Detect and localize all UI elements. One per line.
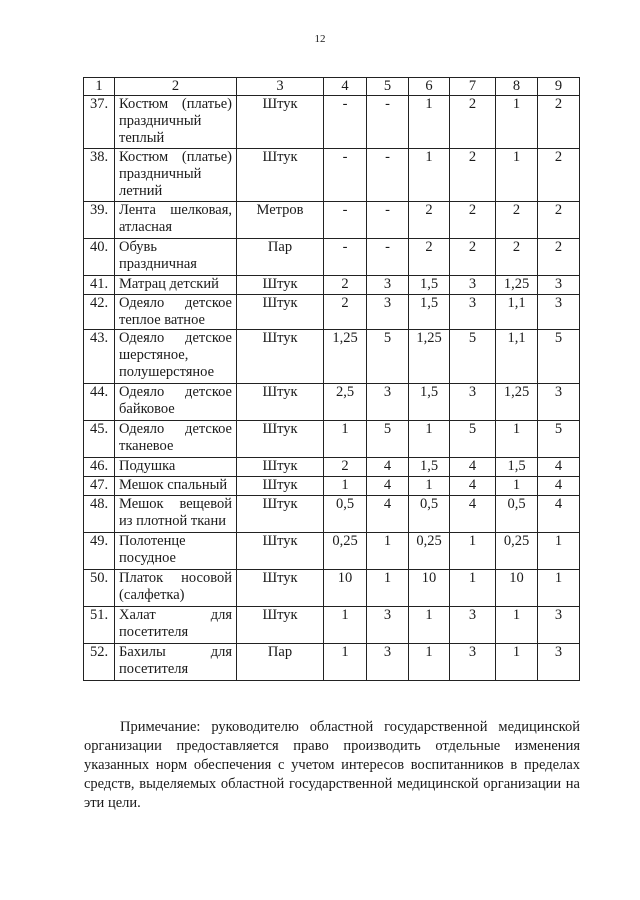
table-row: [84, 496, 580, 533]
table-row: [84, 421, 580, 458]
norm-value-col-5: 1: [367, 533, 409, 570]
norm-value-col-5: 5: [367, 421, 409, 458]
norm-value-col-7: 3: [450, 384, 496, 421]
norm-value-col-8: 1,5: [496, 458, 538, 477]
norm-value-col-8: 1,25: [496, 384, 538, 421]
row-number: 41.: [84, 276, 115, 295]
unit-of-measure: Штук: [237, 607, 324, 644]
norm-value-col-9: 2: [538, 96, 580, 149]
row-number: 45.: [84, 421, 115, 458]
item-name: Матрац детский: [115, 276, 237, 295]
row-number: 51.: [84, 607, 115, 644]
table-row: [84, 330, 580, 384]
norm-value-col-8: 1: [496, 607, 538, 644]
norm-value-col-8: 10: [496, 570, 538, 607]
item-name: Мешок спальный: [115, 477, 237, 496]
norm-value-col-4: 1: [324, 421, 367, 458]
norm-value-col-4: 1,25: [324, 330, 367, 384]
row-number: 46.: [84, 458, 115, 477]
norm-value-col-6: 1: [409, 477, 450, 496]
column-header-6: 6: [409, 78, 450, 96]
norm-value-col-9: 1: [538, 570, 580, 607]
norm-value-col-8: 1,1: [496, 330, 538, 384]
norm-value-col-7: 4: [450, 496, 496, 533]
norm-value-col-8: 1,25: [496, 276, 538, 295]
norm-value-col-8: 1: [496, 644, 538, 681]
norm-value-col-5: 4: [367, 496, 409, 533]
item-name: Обувь праздничная: [115, 239, 237, 276]
column-header-2: 2: [115, 78, 237, 96]
table-row: [84, 570, 580, 607]
unit-of-measure: Метров: [237, 202, 324, 239]
norm-value-col-9: 2: [538, 202, 580, 239]
norm-value-col-6: 1: [409, 149, 450, 202]
norms-table: [83, 77, 580, 681]
item-name: Одеяло детское шерстяное, полушерстяное: [115, 330, 237, 384]
norm-value-col-4: -: [324, 149, 367, 202]
unit-of-measure: Пар: [237, 239, 324, 276]
norm-value-col-4: 1: [324, 477, 367, 496]
table-row: [84, 239, 580, 276]
page-number: 12: [314, 33, 326, 45]
item-name: Костюм (платье) праздничный теплый: [115, 96, 237, 149]
norm-value-col-7: 3: [450, 644, 496, 681]
norm-value-col-4: 2: [324, 295, 367, 330]
norm-value-col-5: 3: [367, 276, 409, 295]
norm-value-col-6: 2: [409, 202, 450, 239]
norm-value-col-7: 4: [450, 458, 496, 477]
norm-value-col-5: 4: [367, 477, 409, 496]
norm-value-col-8: 1: [496, 96, 538, 149]
unit-of-measure: Штук: [237, 421, 324, 458]
norm-value-col-6: 1,5: [409, 458, 450, 477]
unit-of-measure: Штук: [237, 96, 324, 149]
table-row: [84, 533, 580, 570]
norm-value-col-7: 3: [450, 276, 496, 295]
norm-value-col-6: 0,5: [409, 496, 450, 533]
norm-value-col-4: 0,5: [324, 496, 367, 533]
norm-value-col-4: 0,25: [324, 533, 367, 570]
item-name: Бахилы для посетителя: [115, 644, 237, 681]
row-number: 38.: [84, 149, 115, 202]
norm-value-col-9: 5: [538, 421, 580, 458]
unit-of-measure: Штук: [237, 330, 324, 384]
table-row: [84, 96, 580, 149]
norm-value-col-9: 3: [538, 295, 580, 330]
norm-value-col-7: 1: [450, 533, 496, 570]
norm-value-col-6: 1: [409, 607, 450, 644]
item-name: Халат для посетителя: [115, 607, 237, 644]
norm-value-col-8: 1: [496, 421, 538, 458]
column-header-7: 7: [450, 78, 496, 96]
norm-value-col-4: 1: [324, 607, 367, 644]
norm-value-col-5: 5: [367, 330, 409, 384]
item-name: Одеяло детское теплое ватное: [115, 295, 237, 330]
norm-value-col-9: 2: [538, 149, 580, 202]
norm-value-col-9: 2: [538, 239, 580, 276]
norm-value-col-5: 3: [367, 607, 409, 644]
norm-value-col-9: 5: [538, 330, 580, 384]
table-row: [84, 202, 580, 239]
norm-value-col-8: 1,1: [496, 295, 538, 330]
norm-value-col-8: 1: [496, 477, 538, 496]
norm-value-col-6: 2: [409, 239, 450, 276]
table-row: [84, 477, 580, 496]
norm-value-col-7: 5: [450, 330, 496, 384]
norm-value-col-8: 2: [496, 202, 538, 239]
row-number: 43.: [84, 330, 115, 384]
norm-value-col-5: 3: [367, 644, 409, 681]
table-row: [84, 458, 580, 477]
item-name: Платок носовой (салфетка): [115, 570, 237, 607]
norm-value-col-8: 0,5: [496, 496, 538, 533]
table-row: [84, 644, 580, 681]
column-header-5: 5: [367, 78, 409, 96]
norm-value-col-8: 1: [496, 149, 538, 202]
table-row: [84, 384, 580, 421]
norm-value-col-9: 3: [538, 607, 580, 644]
item-name: Полотенце посудное: [115, 533, 237, 570]
unit-of-measure: Штук: [237, 149, 324, 202]
norm-value-col-6: 1,25: [409, 330, 450, 384]
norm-value-col-9: 1: [538, 533, 580, 570]
unit-of-measure: Штук: [237, 458, 324, 477]
norm-value-col-7: 4: [450, 477, 496, 496]
unit-of-measure: Штук: [237, 477, 324, 496]
row-number: 44.: [84, 384, 115, 421]
column-header-4: 4: [324, 78, 367, 96]
norm-value-col-6: 1: [409, 644, 450, 681]
item-name: Мешок вещевой из плотной ткани: [115, 496, 237, 533]
norm-value-col-9: 4: [538, 458, 580, 477]
norm-value-col-5: 4: [367, 458, 409, 477]
norm-value-col-9: 3: [538, 384, 580, 421]
table-row: [84, 607, 580, 644]
norm-value-col-6: 1,5: [409, 295, 450, 330]
norm-value-col-5: -: [367, 239, 409, 276]
row-number: 37.: [84, 96, 115, 149]
row-number: 52.: [84, 644, 115, 681]
unit-of-measure: Штук: [237, 276, 324, 295]
row-number: 48.: [84, 496, 115, 533]
norm-value-col-5: -: [367, 149, 409, 202]
norm-value-col-4: -: [324, 239, 367, 276]
norm-value-col-6: 1,5: [409, 384, 450, 421]
norm-value-col-5: 3: [367, 384, 409, 421]
table-header-row: [84, 78, 580, 96]
norm-value-col-7: 1: [450, 570, 496, 607]
norm-value-col-7: 2: [450, 149, 496, 202]
unit-of-measure: Пар: [237, 644, 324, 681]
norm-value-col-4: 2: [324, 458, 367, 477]
norm-value-col-7: 3: [450, 607, 496, 644]
column-header-3: 3: [237, 78, 324, 96]
norm-value-col-7: 2: [450, 96, 496, 149]
column-header-8: 8: [496, 78, 538, 96]
norm-value-col-6: 1: [409, 96, 450, 149]
norm-value-col-4: 10: [324, 570, 367, 607]
unit-of-measure: Штук: [237, 496, 324, 533]
item-name: Одеяло детское байковое: [115, 384, 237, 421]
unit-of-measure: Штук: [237, 533, 324, 570]
unit-of-measure: Штук: [237, 295, 324, 330]
norm-value-col-5: -: [367, 96, 409, 149]
norm-value-col-9: 4: [538, 496, 580, 533]
norm-value-col-7: 2: [450, 239, 496, 276]
item-name: Лента шелковая, атласная: [115, 202, 237, 239]
row-number: 42.: [84, 295, 115, 330]
norm-value-col-4: 2,5: [324, 384, 367, 421]
item-name: Подушка: [115, 458, 237, 477]
norm-value-col-6: 10: [409, 570, 450, 607]
norm-value-col-8: 0,25: [496, 533, 538, 570]
norm-value-col-5: 1: [367, 570, 409, 607]
norm-value-col-8: 2: [496, 239, 538, 276]
row-number: 50.: [84, 570, 115, 607]
item-name: Костюм (платье) праздничный летний: [115, 149, 237, 202]
norm-value-col-7: 3: [450, 295, 496, 330]
table-row: [84, 149, 580, 202]
norm-value-col-4: -: [324, 96, 367, 149]
unit-of-measure: Штук: [237, 384, 324, 421]
column-header-1: 1: [84, 78, 115, 96]
norm-value-col-6: 0,25: [409, 533, 450, 570]
norm-value-col-7: 2: [450, 202, 496, 239]
row-number: 39.: [84, 202, 115, 239]
norm-value-col-5: 3: [367, 295, 409, 330]
norm-value-col-9: 4: [538, 477, 580, 496]
unit-of-measure: Штук: [237, 570, 324, 607]
table-row: [84, 295, 580, 330]
norm-value-col-4: -: [324, 202, 367, 239]
norm-value-col-6: 1: [409, 421, 450, 458]
norm-value-col-4: 1: [324, 644, 367, 681]
norm-value-col-9: 3: [538, 276, 580, 295]
footnote-note: Примечание: руководителю областной государственной медицинской организации предоставляется право производить отдельные изменения указанных норм обеспечения с учетом интересов воспитанников в пределах средств, выделяемых областной государственной медицинской организации на эти цели.: [84, 719, 580, 811]
norm-value-col-4: 2: [324, 276, 367, 295]
table-row: [84, 276, 580, 295]
row-number: 49.: [84, 533, 115, 570]
norm-value-col-5: -: [367, 202, 409, 239]
table-body: [84, 96, 580, 681]
norm-value-col-6: 1,5: [409, 276, 450, 295]
item-name: Одеяло детское тканевое: [115, 421, 237, 458]
norm-value-col-9: 3: [538, 644, 580, 681]
norm-value-col-7: 5: [450, 421, 496, 458]
column-header-9: 9: [538, 78, 580, 96]
row-number: 40.: [84, 239, 115, 276]
row-number: 47.: [84, 477, 115, 496]
